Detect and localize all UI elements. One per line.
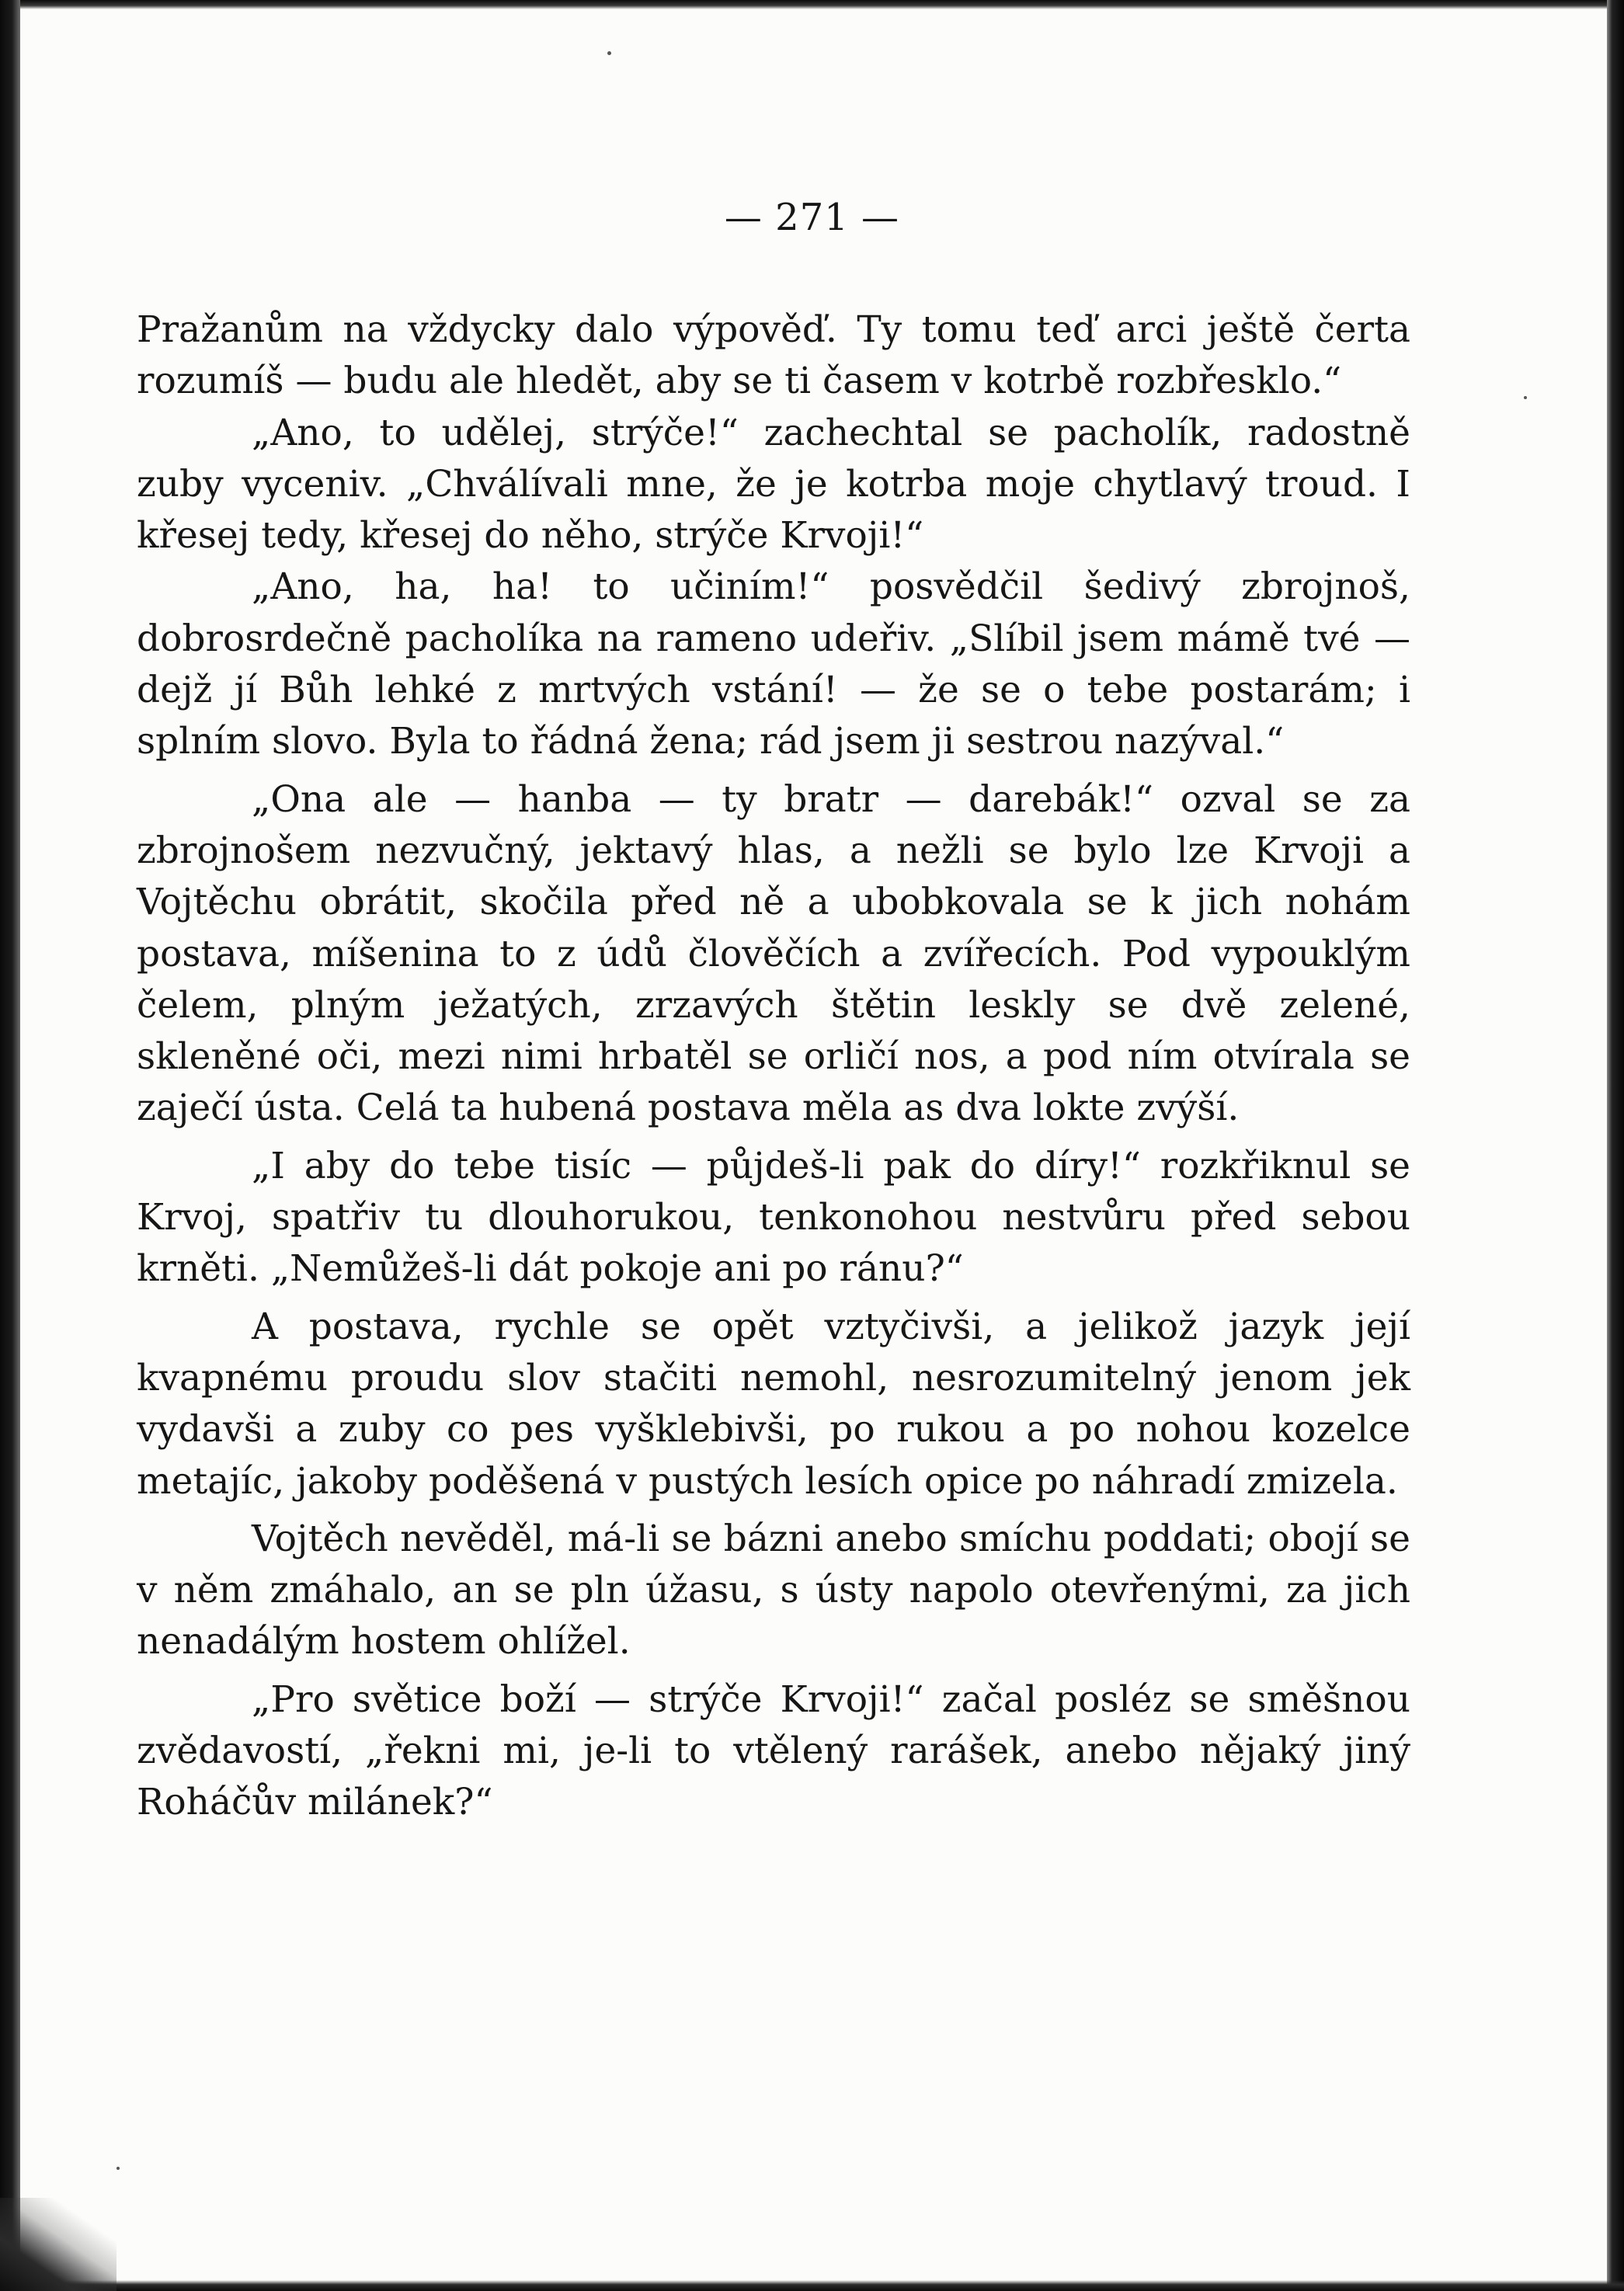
scan-border-top bbox=[0, 0, 1624, 9]
scan-border-right bbox=[1607, 0, 1624, 2291]
scan-corner-shadow bbox=[0, 2198, 116, 2291]
paragraph: „Ano, to udělej, strýče!“ zachechtal se pacholík, radostně zuby vyceniv. „Chválívali mne, že je kotrba moje chytlavý troud. I křesej tedy, křesej do něho, strýče Krvoji!“ bbox=[137, 411, 1410, 558]
paragraph: „I aby do tebe tisíc — půjdeš-li pak do díry!“ rozkřiknul se Krvoj, spatřiv tu dlouhorukou, tenkonohou nestvůru před sebou krněti. „Nemůžeš-li dát pokoje ani po ránu?“ bbox=[137, 1144, 1410, 1291]
paragraph: „Pro světice boží — strýče Krvoji!“ začal posléz se směšnou zvědavostí, „řekni mi, je-li to vtělený rarášek, anebo nějaký jiný Roháčův milánek?“ bbox=[137, 1677, 1410, 1824]
scan-border-left bbox=[0, 0, 20, 2291]
paragraph: Vojtěch nevěděl, má-li se bázni anebo smíchu poddati; obojí se v něm zmáhalo, an se pln úžasu, s ústy napolo otevřenými, za jich nenadálým hostem ohlížel. bbox=[137, 1517, 1410, 1663]
page-number: — 271 — bbox=[724, 196, 900, 239]
scan-speck bbox=[607, 51, 611, 55]
paragraph: Pražanům na vždycky dalo výpověď. Ty tomu teď arci ještě čerta rozumíš — budu ale hledět, aby se ti časem v kotrbě rozbřesklo.“ bbox=[137, 308, 1410, 403]
paragraph: „Ano, ha, ha! to učiním!“ posvědčil šedivý zbrojnoš, dobrosrdečně pacholíka na rameno udeřiv. „Slíbil jsem mámě tvé — dejž jí Bůh lehké z mrtvých vstání! — že se o tebe postarám; i splním slovo. Byla to řádná žena; rád jsem ji sestrou nazýval.“ bbox=[137, 565, 1410, 763]
paragraph: A postava, rychle se opět vztyčivši, a jelikož jazyk její kvapnému proudu slov stačiti nemohl, nesrozumitelný jenom jek vydavši a zuby co pes vyšklebivši, po rukou a po nohou kozelce metajíc, jakoby poděšená v pustých lesích opice po náhradí zmizela. bbox=[137, 1305, 1410, 1503]
scan-speck bbox=[116, 2167, 120, 2170]
scan-border-bottom bbox=[0, 2280, 1624, 2291]
scan-speck bbox=[1524, 396, 1527, 399]
body-text bbox=[137, 304, 1410, 1829]
paragraph: „Ona ale — hanba — ty bratr — darebák!“ ozval se za zbrojnošem nezvučný, jektavý hlas, a nežli se bylo lze Krvoji a Vojtěchu obrátit, skočila před ně a ubobkovala se k jich nohám postava, míšenina to z údů člověčích a zvířecích. Pod vypouklým čelem, plným ježatých, zrzavých štětin leskly se dvě zelené, skleněné oči, mezi nimi hrbatěl se orličí nos, a pod ním otvírala se zaječí ústa. Celá ta hubená postava měla as dva lokte zvýší. bbox=[137, 777, 1410, 1130]
